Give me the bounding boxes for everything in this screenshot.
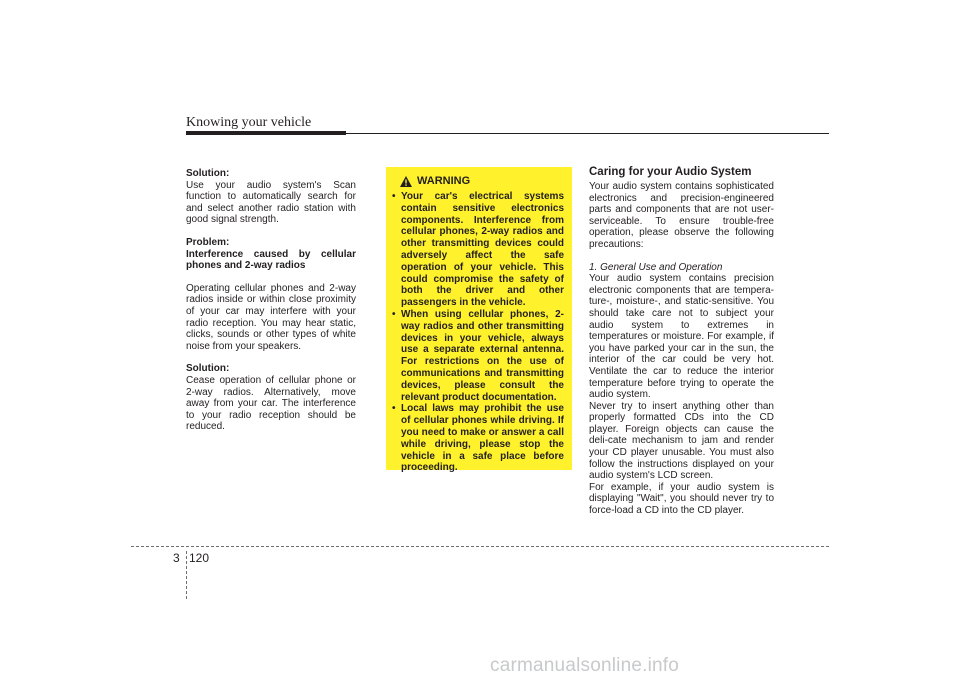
left-column [186,168,356,433]
warning-item [392,191,564,309]
bullet-icon: • [392,403,396,415]
solution-text-2: Cease operation of cellular phone or 2-way radios. Alternatively, move away from your car. The interference to your radio reception should be reduced. [186,374,356,433]
page-header-title: Knowing your vehicle [186,115,312,130]
header-rule-thick [186,131,346,135]
chapter-number: 3 [173,551,180,565]
warning-box [386,167,572,474]
paragraph-1: Your audio system contains precision electronic components that are tempera-ture-, moisture-, and static-sensitive. You should take care not to subject your audio system to extremes in temperatures or moisture. For example, if you have parked your car in the sun, the interior of the car could be very hot. Ventilate the car to reduce the interior temperature before trying to operate the audio system. [589,273,774,401]
warning-header [400,174,564,188]
right-column [589,166,774,517]
sub-heading: 1. General Use and Operation [589,261,723,273]
page-number: 120 [189,551,210,565]
warning-item-text: Local laws may prohibit the use of cellular phones while driving. If you need to make or answer a call while driving, please stop the vehicle in a safe place before proceeding. [401,403,564,474]
warning-item-text: Your car's electrical systems contain sensitive electronics components. Interference from cellular phones, 2-way radios and other transmitting devices could adversely affect the safe operation of your vehicle. This could compromise the safety of both the driver and other passengers in the vehicle. [401,191,564,309]
warning-item [392,309,564,403]
paragraph-2: Never try to insert anything other than properly formatted CDs into the CD player. Foreign objects can cause the deli-cate mechanism to jam and render your CD player unusable. You must also follow the instructions displayed on your audio system's LCD screen. [589,400,774,482]
warning-title: WARNING [417,175,471,187]
warning-list [392,191,564,474]
bullet-icon: • [392,308,396,320]
watermark: carmanualsonline.info [490,655,680,676]
problem-heading: Problem: [186,236,230,248]
footer-vertical-rule [186,551,187,599]
problem-title: Interference caused by cellular phones and 2-way radios [186,248,356,272]
paragraph-3: For example, if your audio system is displaying "Wait", you should never try to force-load a CD into the CD player. [589,481,774,517]
intro-text: Your audio system contains sophisticated electronics and precision-engineered parts and components that are not user-serviceable. To ensure trouble-free operation, please observe the following precautions: [589,181,774,250]
solution-heading-2: Solution: [186,363,230,375]
warning-triangle-icon [400,176,412,187]
section-heading: Caring for your Audio System [589,166,752,178]
solution-heading: Solution: [186,168,230,179]
warning-item [392,403,564,474]
warning-item-text: When using cellular phones, 2-way radios and other transmitting devices in your vehicle, always use a separate external antenna. For restrictions on the use of communications and transmitting devices, please consult the relevant product documentation. [401,308,564,403]
footer-rule [131,546,829,547]
header-rule-thin [346,133,829,134]
bullet-icon: • [392,191,396,202]
solution-text: Use your audio system's Scan function to automatically search for and select another radio station with good signal strength. [186,179,356,226]
problem-text: Operating cellular phones and 2-way radios inside or within close proximity of your car may interfere with your radio reception. You may hear static, clicks, sounds or other types of white noise from your speakers. [186,282,356,352]
